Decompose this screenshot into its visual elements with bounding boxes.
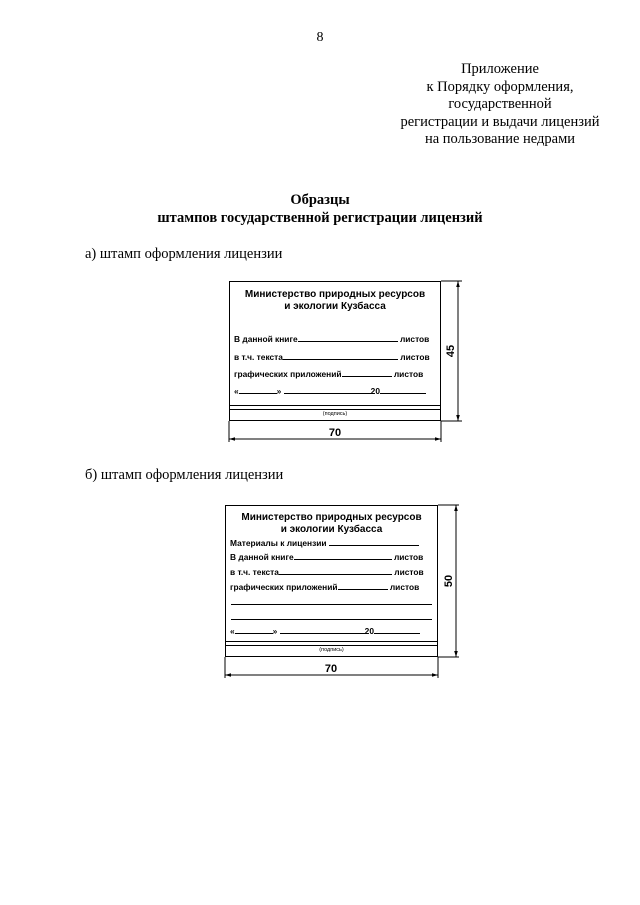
sheets-label: листов [399,334,430,344]
quote-open: « [234,386,239,396]
year-prefix: 20 [370,386,380,396]
quote-close: » [272,626,278,636]
year-prefix: 20 [364,626,374,636]
materials-label: Материалы к лицензии [230,538,327,548]
text-label: в т.ч. текста [234,352,283,362]
stamp-a-title-line-2: и экологии Кузбасса [284,301,386,312]
heading-line-1: Образцы [290,192,350,208]
appendix-line: на пользование недрами [424,131,576,147]
stamp-a-width-value: 70 [328,427,342,439]
stamp-b-title-line-1: Министерство природных ресурсов [241,512,422,523]
quote-open: « [230,626,235,636]
stamp-b-height-value: 50 [443,574,455,588]
stamp-a-height-value: 45 [445,344,457,358]
stamp-a-label: а) штамп оформления лицензии [85,246,283,262]
stamp-b-label: б) штамп оформления лицензии [85,467,284,483]
signature-caption: (подпись) [230,409,440,420]
quote-close: » [276,386,282,396]
page-number: 8 [316,30,324,45]
heading-line-2: штампов государственной регистрации лицензий [157,210,483,226]
graphics-label: графических приложений [230,582,338,592]
appendix-line: к Порядку оформления, [426,78,574,95]
book-label: В данной книге [234,334,298,344]
graphics-label: графических приложений [234,369,342,379]
sheets-label: листов [389,582,420,592]
stamp-a-title-line-1: Министерство природных ресурсов [244,289,426,300]
text-label: в т.ч. текста [230,567,279,577]
sheets-label: листов [394,567,424,577]
appendix-line: государственной [448,96,552,112]
sheets-label: листов [393,369,424,379]
stamp-b-width-value: 70 [324,663,338,675]
signature-caption: (подпись) [226,645,437,656]
appendix-line: Приложение [461,61,539,77]
stamp-b-title-line-2: и экологии Кузбасса [280,524,383,535]
book-label: В данной книге [230,552,294,562]
sheets-label: листов [393,552,424,562]
appendix-line: регистрации и выдачи лицензий [400,113,600,130]
sheets-label: листов [400,352,430,362]
